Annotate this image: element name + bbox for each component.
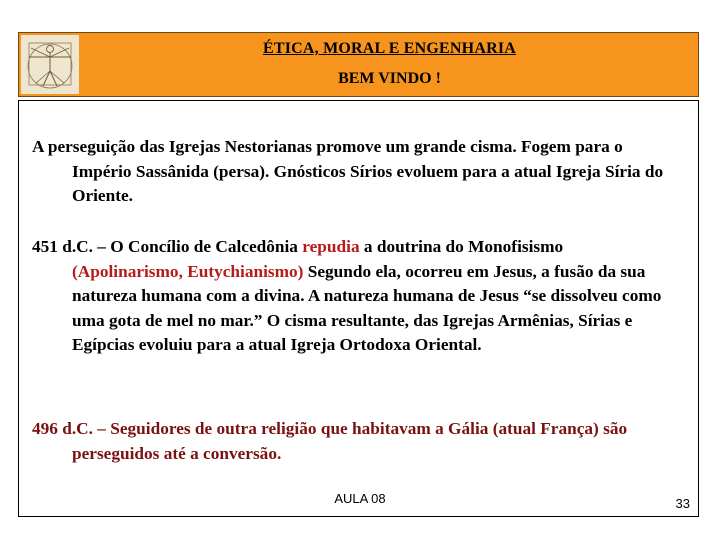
footer-label: AULA 08 bbox=[334, 491, 386, 506]
page-number: 33 bbox=[675, 496, 690, 511]
header-banner bbox=[18, 32, 699, 97]
paragraph-council-chalcedon bbox=[32, 235, 672, 358]
page-subtitle: BEM VINDO ! bbox=[338, 70, 441, 87]
paragraph-nestorian-schism: A perseguição das Igrejas Nestorianas promove um grande cisma. Fogem para o Império Sassânida (persa). Gnósticos Sírios evoluem para a atual Igreja Síria do Oriente. bbox=[32, 137, 664, 205]
p2-highlight-heresies: (Apolinarismo, Eutychianismo) bbox=[72, 261, 304, 281]
p2-text-1: 451 d.C. – O Concílio de Calcedônia bbox=[32, 237, 303, 256]
p2-text-3: Segundo ela, ocorreu em Jesus, a fusão da sua natureza humana com a divina. A natureza humana de Jesus “se dissolveu como uma gota de mel no mar.” O cisma resultante, das Igrejas Armênias, Sírias e Egípcias evoluiu para a atual Igreja Ortodoxa Oriental. bbox=[72, 261, 662, 354]
vitruvian-man-logo bbox=[21, 35, 79, 94]
page-title: ÉTICA, MORAL E ENGENHARIA bbox=[262, 40, 517, 57]
paragraph-gaul-persecution: 496 d.C. – Seguidores de outra religião que habitavam a Gália (atual França) são perseguidos até a conversão. bbox=[32, 419, 628, 463]
p2-highlight-repudia: repudia bbox=[302, 237, 360, 256]
p2-text-2: a doutrina do Monofisismo bbox=[359, 237, 564, 256]
vitruvian-man-icon bbox=[21, 35, 79, 94]
